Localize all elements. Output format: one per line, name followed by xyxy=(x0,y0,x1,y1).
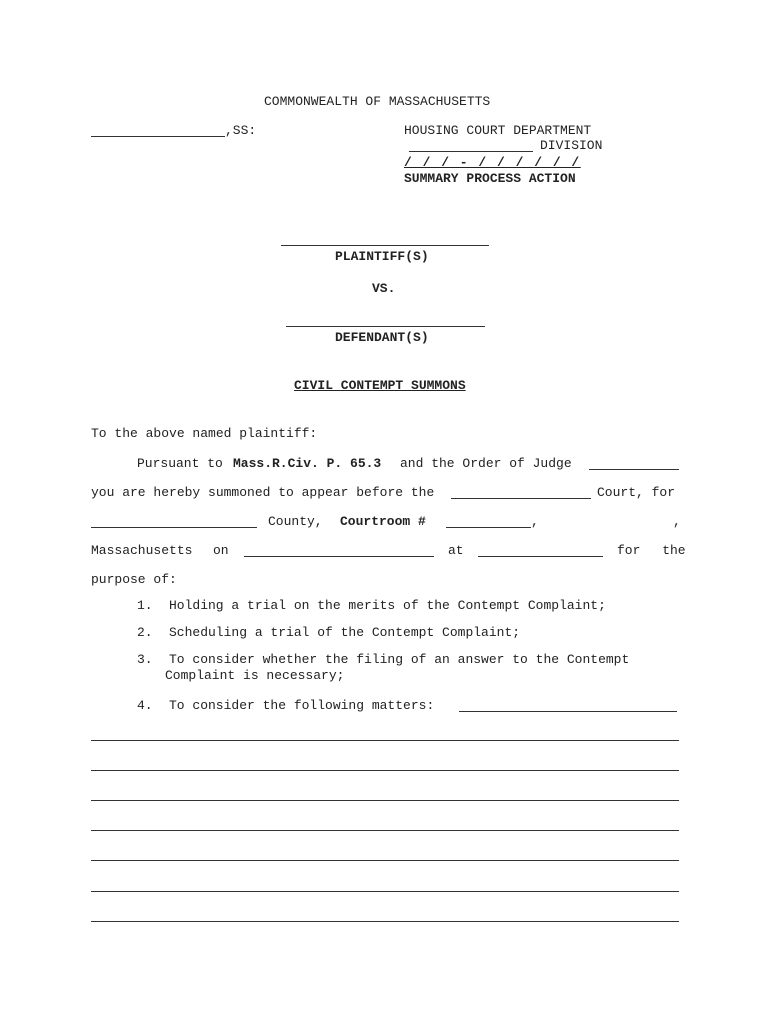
writing-line[interactable] xyxy=(91,740,679,741)
plaintiff-field[interactable] xyxy=(281,245,489,246)
item-number: 2. xyxy=(137,625,153,640)
item-number: 4. xyxy=(137,698,153,713)
county-suffix: ,SS: xyxy=(225,123,257,138)
writing-line[interactable] xyxy=(91,921,679,922)
list-item: To consider the following matters: xyxy=(169,698,435,713)
trailing-comma: , xyxy=(673,514,681,529)
writing-line[interactable] xyxy=(91,891,679,892)
writing-line[interactable] xyxy=(91,830,679,831)
item-number: 1. xyxy=(137,598,153,613)
division-field[interactable] xyxy=(409,151,533,152)
courtroom-comma: , xyxy=(531,514,539,529)
writing-line[interactable] xyxy=(91,770,679,771)
list-item: Holding a trial on the merits of the Contempt Complaint; xyxy=(169,598,606,613)
pursuant-suffix: and the Order of Judge xyxy=(400,456,572,471)
court-department: HOUSING COURT DEPARTMENT xyxy=(404,123,592,138)
county-name-field[interactable] xyxy=(91,527,257,528)
division-label: DIVISION xyxy=(540,138,603,153)
courtroom-field[interactable] xyxy=(446,527,531,528)
defendant-field[interactable] xyxy=(286,326,485,327)
rule-citation: Mass.R.Civ. P. 65.3 xyxy=(233,456,382,471)
summoned-text: you are hereby summoned to appear before the xyxy=(91,485,435,500)
versus-label: VS. xyxy=(372,281,396,296)
date-field[interactable] xyxy=(244,556,434,557)
writing-line[interactable] xyxy=(91,800,679,801)
court-field[interactable] xyxy=(451,498,591,499)
salutation: To the above named plaintiff: xyxy=(91,426,318,441)
judge-field[interactable] xyxy=(589,469,679,470)
at-word: at xyxy=(448,543,464,558)
list-item-continuation: Complaint is necessary; xyxy=(165,668,345,683)
for-the: for the xyxy=(617,543,686,558)
pursuant-prefix: Pursuant to xyxy=(137,456,223,471)
purpose-of: purpose of: xyxy=(91,572,177,587)
county-label: County, xyxy=(268,514,323,529)
commonwealth-heading: COMMONWEALTH OF MASSACHUSETTS xyxy=(264,94,491,109)
courtroom-label: Courtroom # xyxy=(340,514,426,529)
item-number: 3. xyxy=(137,652,153,667)
action-type: SUMMARY PROCESS ACTION xyxy=(404,171,576,186)
defendant-label: DEFENDANT(S) xyxy=(335,330,429,345)
list-item: To consider whether the filing of an answer to the Contempt xyxy=(169,652,630,667)
docket-number-mask[interactable]: / / / - / / / / / / xyxy=(404,155,581,170)
matters-field[interactable] xyxy=(459,711,677,712)
court-for: Court, for xyxy=(597,485,676,500)
writing-line[interactable] xyxy=(91,860,679,861)
plaintiff-label: PLAINTIFF(S) xyxy=(335,249,429,264)
list-item: Scheduling a trial of the Contempt Complaint; xyxy=(169,625,521,640)
county-field[interactable] xyxy=(91,136,225,137)
document-title: CIVIL CONTEMPT SUMMONS xyxy=(294,378,466,393)
massachusetts-label: Massachusetts xyxy=(91,543,193,558)
on-word: on xyxy=(213,543,229,558)
time-field[interactable] xyxy=(478,556,603,557)
